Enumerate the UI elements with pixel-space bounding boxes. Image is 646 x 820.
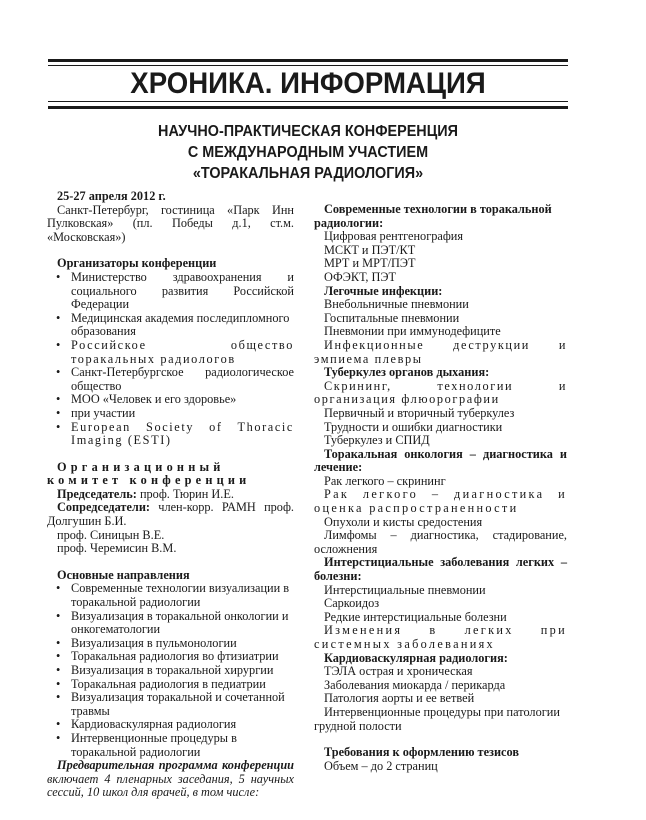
list-item: • Торакальная радиология в педиатрии: [56, 678, 294, 692]
list-item: • Министерство здравоохранения и социального развития Российской Федерации: [56, 271, 294, 312]
conference-title-line: НАУЧНО-ПРАКТИЧЕСКАЯ КОНФЕРЕНЦИЯ: [158, 123, 458, 140]
topic-heading: Современные технологии в торакальной радиологии:: [314, 202, 552, 230]
topic-item: Лимфомы – диагностика, стадирование, осложнения: [314, 528, 567, 556]
list-item: • Визуализация в торакальной онкологии и онкогематологии: [56, 610, 294, 637]
conference-venue: Санкт-Петербург, гостиница «Парк Инн Пулковская» (пл. Победы д.1, ст.м. «Московская»): [47, 202, 294, 244]
list-item: • Визуализация в торакальной хирургии: [56, 664, 294, 678]
program-text: включает 4 пленарных заседания, 5 научных сессий, 10 школ для врачей, в том числе:: [47, 771, 294, 800]
topic-item: Рак легкого – скрининг: [324, 473, 446, 488]
topic-item: Изменения в легких при системных заболеваниях: [314, 623, 567, 651]
cochairs-label: Сопредседатели:: [57, 500, 151, 515]
directions-heading: Основные направления: [57, 567, 190, 582]
header-top-double-rule: [48, 59, 568, 66]
rule-thick-line: [48, 106, 568, 109]
committee-chair: [47, 488, 294, 502]
topic-item: Внебольничные пневмонии: [324, 297, 469, 312]
topic-item: Пневмонии при иммунодефиците: [324, 324, 501, 339]
committee-member: проф. Синицын В.Е.: [57, 527, 165, 542]
list-item: • European Society of Thoracic Imaging (ESTI): [56, 421, 294, 448]
topic-item: ТЭЛА острая и хроническая: [324, 664, 473, 679]
topic-item: Заболевания миокарда / перикарда: [324, 677, 506, 692]
program-paragraph: [47, 759, 294, 800]
list-item: • Медицинская академия последипломного образования: [56, 312, 294, 339]
chair-label: Председатель:: [57, 486, 137, 501]
header-bottom-double-rule: [48, 101, 568, 109]
rule-thick-line: [48, 59, 568, 62]
topic-item: Саркоидоз: [324, 596, 380, 611]
conference-dates: 25-27 апреля 2012 г.: [57, 189, 166, 203]
committee-heading: Организационный комитет конференции: [47, 459, 251, 488]
list-item: • Визуализация в пульмонологии: [56, 637, 294, 651]
topic-item: МРТ и МРТ/ПЭТ: [324, 256, 416, 271]
topic-heading: Торакальная онкология – диагностика и лечение:: [314, 446, 567, 475]
topic-item: Скрининг, технологии и организация флюорографии: [314, 378, 567, 407]
list-item: • МОО «Человек и его здоровье»: [56, 393, 294, 407]
section-title: ХРОНИКА. ИНФОРМАЦИЯ: [130, 67, 486, 100]
topic-item: Инфекционные деструкции и эмпиема плевры: [314, 337, 567, 366]
requirements-heading: Требования к оформлению тезисов: [324, 745, 520, 760]
left-column: [47, 190, 294, 800]
list-item: • Современные технологии визуализации в торакальной радиологии: [56, 582, 294, 609]
right-column: [314, 190, 567, 773]
topic-item: Патология аорты и ее ветвей: [324, 691, 475, 706]
topic-item: Туберкулез и СПИД: [324, 433, 430, 448]
list-item: • Интервенционные процедуры в торакальной радиологии: [56, 732, 294, 759]
conference-title: [74, 121, 542, 184]
topic-heading: Кардиоваскулярная радиология:: [324, 650, 508, 665]
topic-item: Интерстициальные пневмонии: [324, 582, 486, 597]
topic-item: Госпитальные пневмонии: [324, 310, 460, 325]
program-lead: Предварительная программа конференции: [57, 758, 294, 773]
committee-cochairs: [47, 501, 294, 528]
topic-heading: Легочные инфекции:: [324, 283, 443, 298]
rule-thin-line: [48, 101, 568, 102]
list-item: • при участии: [56, 407, 294, 421]
topic-heading: Туберкулез органов дыхания:: [324, 365, 490, 380]
list-item: • Санкт-Петербургское радиологическое общество: [56, 366, 294, 393]
list-item: • Визуализация торакальной и сочетанной травмы: [56, 691, 294, 718]
topic-heading: Интерстициальные заболевания легких – болезни:: [314, 555, 567, 584]
list-item: • Кардиоваскулярная радиология: [56, 718, 294, 732]
topic-item: Опухоли и кисты средостения: [324, 514, 483, 529]
directions-list: [47, 582, 294, 759]
list-item: • Торакальная радиология во фтизиатрии: [56, 650, 294, 664]
organizers-list: [47, 271, 294, 448]
topic-item: Первичный и вторичный туберкулез: [324, 405, 515, 420]
chair-value: проф. Тюрин И.Е.: [136, 486, 234, 501]
topic-item: Интервенционные процедуры при патологии грудной полости: [314, 704, 560, 733]
topic-item: Цифровая рентгенография: [324, 229, 464, 244]
organizers-heading: Организаторы конференции: [57, 256, 217, 271]
committee-member: проф. Черемисин В.М.: [57, 541, 177, 556]
cochairs-value: член-корр. РАМН проф. Долгушин Б.И.: [47, 500, 294, 529]
topic-item: Редкие интерстициальные болезни: [324, 609, 507, 624]
list-item: • Российское общество торакальных радиологов: [56, 339, 294, 366]
topic-item: Рак легкого – диагностика и оценка распространенности: [314, 487, 567, 516]
conference-title-line: С МЕЖДУНАРОДНЫМ УЧАСТИЕМ: [187, 144, 429, 161]
topic-item: Трудности и ошибки диагностики: [324, 419, 503, 434]
conference-title-line: «ТОРАКАЛЬНАЯ РАДИОЛОГИЯ»: [192, 165, 424, 182]
topic-item: МСКТ и ПЭТ/КТ: [324, 242, 416, 257]
requirements-item: Объем – до 2 страниц: [324, 758, 438, 773]
topic-item: ОФЭКТ, ПЭТ: [324, 269, 397, 284]
